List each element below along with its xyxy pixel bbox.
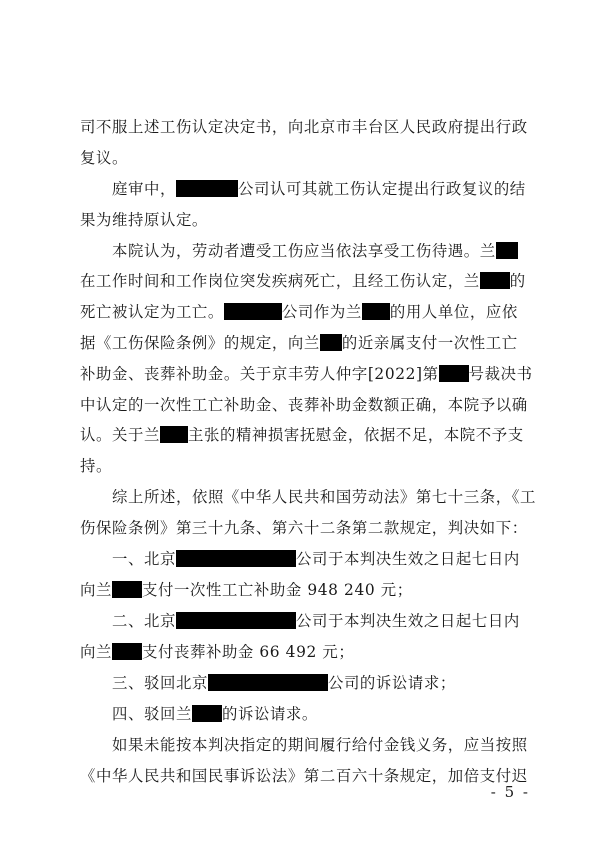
text-line — [80, 395, 528, 415]
text-segment: 支付一次性工亡补助金 948 240 元； — [141, 581, 413, 599]
text-segment: 公司于本判决生效之日起七日内 — [295, 612, 520, 630]
text-segment: 支付丧葬补助金 66 492 元； — [141, 643, 355, 661]
text-segment: 向兰 — [80, 581, 112, 599]
redaction-block — [480, 272, 510, 289]
text-segment: 主张的精神损害抚慰金，依据不足，本院不予支 — [187, 426, 524, 444]
text-line — [80, 148, 128, 168]
text-segment: 认。关于兰 — [80, 426, 160, 444]
text-line — [112, 611, 520, 631]
text-segment: 公司作为兰 — [281, 303, 362, 321]
text-line — [112, 549, 520, 569]
text-segment: 持。 — [80, 457, 112, 475]
text-segment: 的诉讼请求。 — [221, 705, 318, 723]
text-line — [112, 179, 526, 199]
redaction-block — [439, 365, 469, 382]
redaction-block — [176, 180, 238, 197]
text-segment: 公司认可其就工伤认定提出行政复议的结 — [237, 180, 526, 198]
text-segment: 公司于本判决生效之日起七日内 — [295, 550, 520, 568]
text-segment: 本院认为，劳动者遭受工伤应当依法享受工伤待遇。兰 — [112, 242, 496, 260]
text-line — [80, 642, 354, 662]
text-segment: 二、北京 — [112, 612, 176, 630]
text-line — [112, 487, 536, 507]
text-segment: 司不服上述工伤认定决定书，向北京市丰台区人民政府提出行政 — [80, 118, 528, 136]
text-line — [80, 425, 524, 445]
text-line — [112, 673, 456, 693]
redaction-block — [192, 705, 222, 722]
text-segment: 复议。 — [80, 149, 128, 167]
redaction-block — [112, 643, 142, 660]
text-line — [112, 735, 528, 755]
text-line — [112, 704, 318, 724]
text-segment: 三、驳回北京 — [112, 674, 208, 692]
redaction-block — [176, 550, 296, 567]
text-line — [80, 302, 518, 322]
text-segment: 果为维持原认定。 — [80, 211, 208, 229]
text-line — [80, 766, 528, 786]
text-segment: 中认定的一次性工亡补助金、丧葬补助金数额正确，本院予以确 — [80, 396, 528, 414]
text-line — [80, 117, 528, 137]
text-segment: 如果未能按本判决指定的期间履行给付金钱义务，应当按照 — [112, 736, 528, 754]
text-segment: 一、北京 — [112, 550, 176, 568]
text-segment: 四、驳回兰 — [112, 705, 192, 723]
redaction-block — [112, 581, 142, 598]
text-segment: 伤保险条例》第三十九条、第六十二条第二款规定，判决如下： — [80, 519, 528, 537]
text-segment: 在工作时间和工作岗位突发疾病死亡，且经工伤认定，兰 — [80, 272, 480, 290]
text-segment: 综上所述，依照《中华人民共和国劳动法》第七十三条，《工 — [112, 488, 537, 506]
text-line — [80, 518, 528, 538]
text-segment: 庭审中， — [112, 180, 176, 198]
text-segment: 向兰 — [80, 643, 112, 661]
text-line — [80, 271, 526, 291]
text-segment: 公司的诉讼请求； — [327, 674, 456, 692]
text-segment: 的 — [509, 272, 526, 290]
text-segment: 《中华人民共和国民事诉讼法》第二百六十条规定，加倍支付迟 — [80, 767, 528, 785]
text-line — [80, 210, 208, 230]
text-segment: 补助金、丧葬补助金。关于京丰劳人仲字[2022]第 — [80, 365, 439, 383]
text-line — [80, 456, 112, 476]
text-segment: 据《工伤保险条例》的规定，向兰 — [80, 334, 320, 352]
text-segment: 号裁决书 — [468, 365, 533, 383]
redaction-block — [176, 612, 296, 629]
redaction-block — [362, 303, 390, 320]
redaction-block — [320, 334, 342, 351]
page-number: - 5 - — [490, 783, 530, 801]
text-segment: 的用人单位，应依 — [389, 303, 518, 321]
text-segment: 的近亲属支付一次性工亡 — [341, 334, 518, 352]
redaction-block — [224, 303, 282, 320]
text-segment: 死亡被认定为工亡。 — [80, 303, 224, 321]
text-line — [80, 364, 533, 384]
redaction-block — [496, 242, 518, 259]
text-line — [80, 333, 518, 353]
redaction-block — [160, 426, 188, 443]
redaction-block — [208, 674, 328, 691]
text-line — [80, 580, 413, 600]
text-line — [112, 241, 518, 261]
